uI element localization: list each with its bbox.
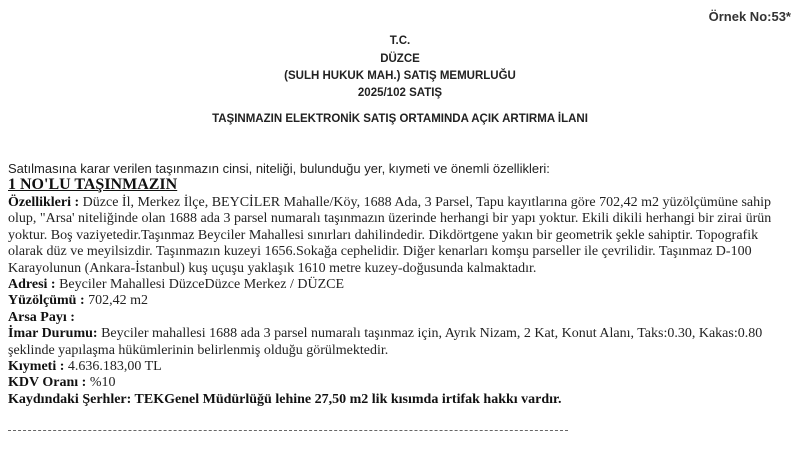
vat-label: KDV Oranı : xyxy=(8,375,87,391)
address-label: Adresi : xyxy=(8,277,56,293)
zoning-value: Beyciler mahallesi 1688 ada 3 parsel numaralı taşınmaz için, Ayrık Nizam, 2 Kat, Konut Alanı, Taks:0.30, Kakas:0.80 şeklinde yapılaşma hükümlerinin belirlenmiş olduğu görülmektedir. xyxy=(8,326,763,358)
zoning-row xyxy=(8,326,794,359)
features-value: Düzce İl, Merkez İlçe, BEYCİLER Mahalle/Köy, 1688 Ada, 3 Parsel, Tapu kayıtlarına göre 702,42 m2 yüzölçümüne sahip olup, "Arsa' niteliğinde olan 1688 ada 3 parsel numaralı taşınmazın üzerinde herhangi bir yapı yoktur. Ekili dikili herhangi bir zirai ürün yoktur. Boş vaziyetedir.Taşınmaz Beyciler Mahallesi sınırları dahilindedir. Dikdörtgene yakın bir geometrik şekle sahiptir. Topografik olarak düz ve meyilsizdir. Taşınmazın kuzeyi 1656.Sokağa cephelidir. Diğer kenarları komşu parseller ile çevrilidir. Taşınmaz D-100 Karayolunun (Ankara-İstanbul) kuş uçuşu yaklaşık 1610 metre kuzey-doğusunda kalmaktadır. xyxy=(8,195,772,276)
header-line-office: (SULH HUKUK MAH.) SATIŞ MEMURLUĞU xyxy=(284,70,516,82)
parcel-heading: 1 NO'LU TAŞINMAZIN xyxy=(8,176,178,193)
dashed-separator xyxy=(8,430,568,431)
features-label: Özellikleri : xyxy=(8,195,80,210)
address-value: Beyciler Mahallesi DüzceDüzce Merkez / DÜZCE xyxy=(55,277,345,293)
area-value: 702,42 m2 xyxy=(84,293,149,309)
annotations-text: Kaydındaki Şerhler: TEKGenel Müdürlüğü lehine 27,50 m2 lik kısımda irtifak hakkı vardır. xyxy=(8,391,562,407)
header-line-tc: T.C. xyxy=(389,35,411,47)
value-row xyxy=(8,359,794,375)
vat-value: %10 xyxy=(86,375,116,391)
area-row xyxy=(8,293,794,309)
land-share-label: Arsa Payı : xyxy=(8,309,75,325)
notice-title: TAŞINMAZIN ELEKTRONİK SATIŞ ORTAMINDA AÇIK ARTIRMA İLANI xyxy=(212,113,588,125)
annotations-row xyxy=(8,392,794,408)
sample-number: Örnek No:53* xyxy=(708,9,791,24)
header-line-case-no: 2025/102 SATIŞ xyxy=(357,87,443,99)
land-share-row xyxy=(8,310,794,326)
value-label: Kıymeti : xyxy=(8,359,65,375)
features-row xyxy=(8,195,794,277)
intro-text: Satılmasına karar verilen taşınmazın cinsi, niteliği, bulunduğu yer, kıymeti ve önemli özellikleri: xyxy=(8,161,550,176)
zoning-label: İmar Durumu: xyxy=(8,326,98,342)
area-label: Yüzölçümü : xyxy=(8,293,85,309)
parcel-details xyxy=(8,195,794,408)
vat-row xyxy=(8,375,794,391)
address-row xyxy=(8,277,794,293)
header-line-city: DÜZCE xyxy=(380,53,420,65)
value-value: 4.636.183,00 TL xyxy=(64,359,162,375)
